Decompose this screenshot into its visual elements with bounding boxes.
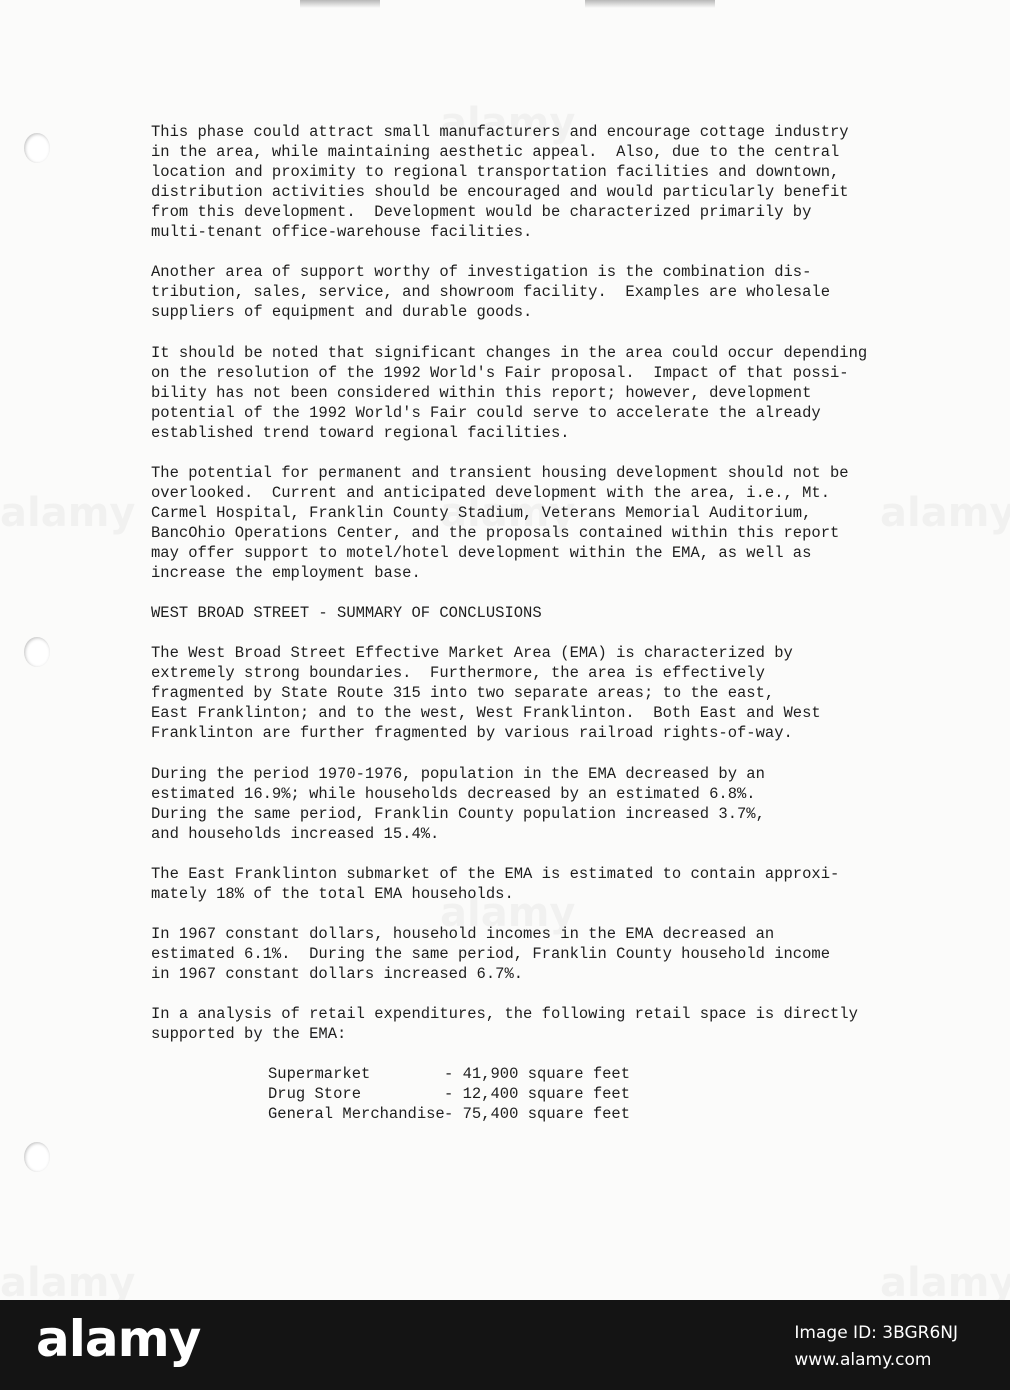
site-url: www.alamy.com (794, 1350, 932, 1370)
retail-space-row (268, 1064, 931, 1084)
paragraph-population-change: During the period 1970-1976, population in the EMA decreased by an estimated 16.9%; while households decreased by an estimated 6.8%. During the same period, Franklin County population increased 3.7%, and households increased 15.4%. (151, 764, 765, 843)
section-heading: WEST BROAD STREET - SUMMARY OF CONCLUSIONS (151, 604, 542, 623)
binder-hole (24, 637, 50, 667)
retail-space-name: General Merchandise (268, 1105, 445, 1124)
document-body (151, 122, 931, 1124)
page-scuff-mark (585, 0, 715, 8)
watermark-text (0, 1260, 135, 1300)
retail-space-name: Drug Store (268, 1085, 362, 1104)
watermark-text (0, 490, 135, 536)
image-id-block (794, 1320, 958, 1374)
page-scuff-mark (300, 0, 380, 8)
image-id-label: Image ID: 3BGR6NJ (794, 1323, 958, 1343)
paragraph-housing-development: The potential for permanent and transient housing development should not be overlooked. Current and anticipated development with the area, i.e., Mt. Carmel Hospital, Franklin County Stadium, Veterans Memorial Auditorium, BancOhio Operations Center, and the proposals contained within this report may offer support to motel/hotel development within the EMA, as well as increase the employment base. (151, 463, 849, 583)
paragraph-retail-expenditures: In a analysis of retail expenditures, the following retail space is directly supported by the EMA: (151, 1005, 858, 1044)
retail-space-row (268, 1104, 931, 1124)
retail-space-value: - 75,400 square feet (444, 1105, 631, 1124)
retail-space-list (268, 1064, 931, 1124)
paragraph-cottage-industry: This phase could attract small manufacturers and encourage cottage industry in the area, while maintaining aesthetic appeal. Also, due to the central location and proximity to regional transportation facilities and downtown, distribution activities should be encouraged and would particularly benefit from this development. Development would be characterized primarily by multi-tenant office-warehouse facilities. (151, 123, 849, 242)
paragraph-worlds-fair: It should be noted that significant changes in the area could occur depending on the resolution of the 1992 World's Fair proposal. Impact of that possi- bility has not been considered within this report; however, development potential of the 1992 World's Fair could serve to accelerate the already established trend toward regional facilities. (151, 343, 868, 442)
paragraph-household-income: In 1967 constant dollars, household incomes in the EMA decreased an estimated 6.1%. During the same period, Franklin County household income in 1967 constant dollars increased 6.7%. (151, 924, 831, 983)
paragraph-support-area: Another area of support worthy of investigation is the combination dis- tribution, sales, service, and showroom facility. Examples are wholesale suppliers of equipment and durable goods. (151, 263, 831, 322)
binder-hole (24, 1142, 50, 1172)
alamy-logo: alamy (36, 1310, 201, 1368)
stock-footer-bar (0, 1300, 1010, 1390)
paragraph-ema-boundaries: The West Broad Street Effective Market Area (EMA) is characterized by extremely strong boundaries. Furthermore, the area is effectively fragmented by State Route 315 into two separate areas; to the east, East Franklinton; and to the west, West Franklinton. Both East and West Franklinton are further fragmented by various railroad rights-of-way. (151, 644, 821, 743)
retail-space-row (268, 1084, 931, 1104)
retail-space-value: - 12,400 square feet (444, 1085, 631, 1104)
paragraph-east-franklinton: The East Franklinton submarket of the EMA is estimated to contain approxi- mately 18% of the total EMA households. (151, 864, 840, 903)
binder-hole (24, 133, 50, 163)
retail-space-name: Supermarket (268, 1065, 371, 1084)
watermark-text (880, 1260, 1010, 1300)
retail-space-value: - 41,900 square feet (444, 1065, 631, 1084)
